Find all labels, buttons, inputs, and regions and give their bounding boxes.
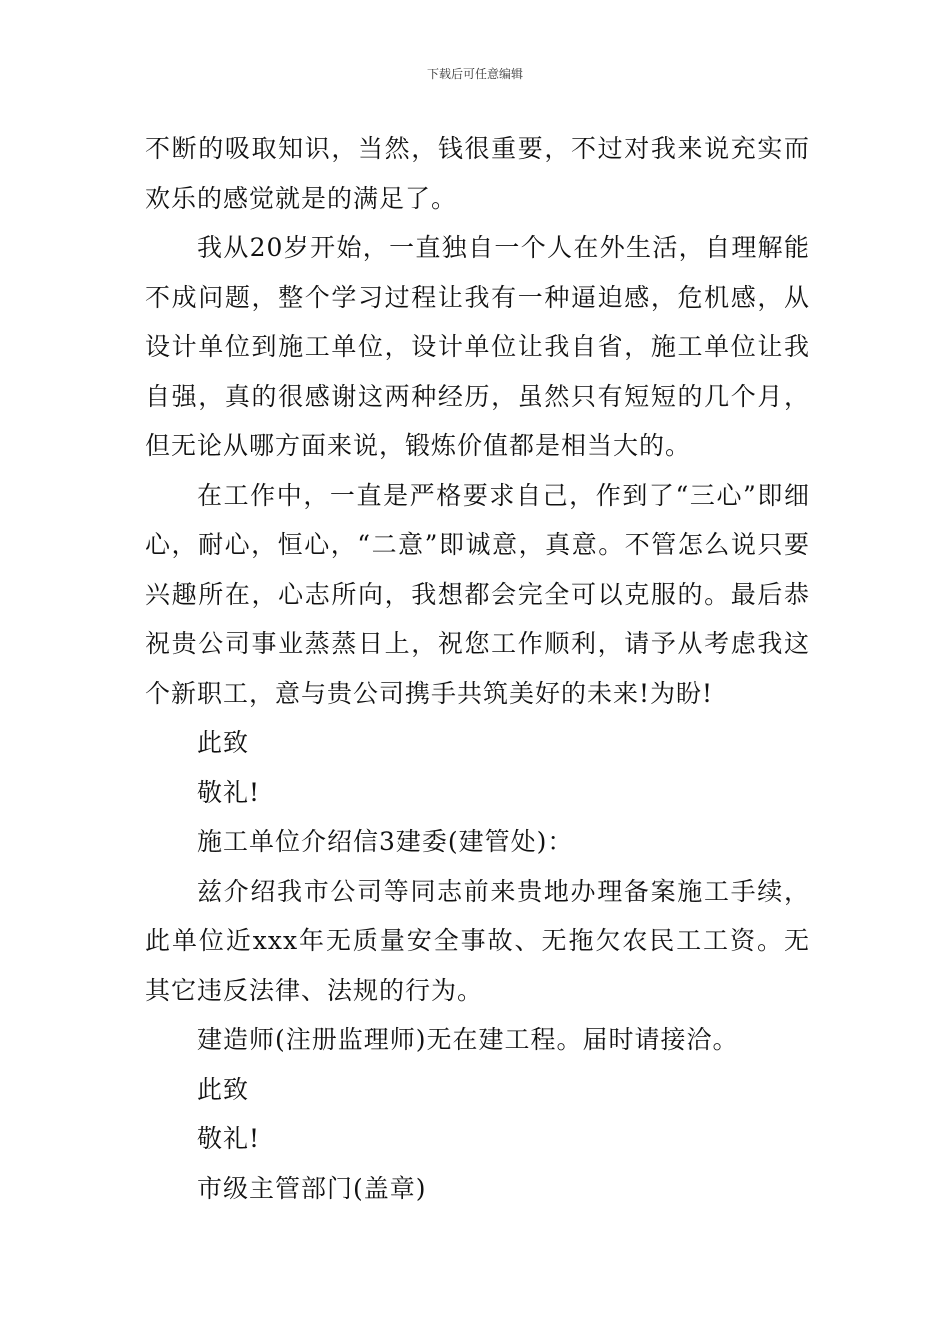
paragraph-intro-continuation: 不断的吸取知识，当然，钱很重要，不过对我来说充实而欢乐的感觉就是的满足了。: [145, 134, 810, 213]
salutation-jingli-2: 敬礼!: [197, 1124, 261, 1153]
paragraph-work-attitude: 在工作中，一直是严格要求自己，作到了“三心”即细心，耐心，恒心，“二意”即诚意，真意。不管怎么说只要兴趣所在，心志所向，我想都会完全可以克服的。最后恭祝贵公司事业蒸蒸日上，祝您工作顺利，请予从考虑我这个新职工，意与贵公司携手共筑美好的未来!为盼!: [145, 480, 810, 708]
paragraph-builder: 建造师(注册监理师)无在建工程。届时请接洽。: [197, 1025, 739, 1054]
paragraph-experience: 我从20岁开始，一直独自一个人在外生活，自理解能不成问题，整个学习过程让我有一种逼迫感，危机感，从设计单位到施工单位，设计单位让我自省，施工单位让我自强，真的很感谢这两种经历，虽然只有短短的几个月，但无论从哪方面来说，锻炼价值都是相当大的。: [145, 233, 810, 460]
salutation-jingli: 敬礼!: [197, 777, 261, 807]
letter-heading: 施工单位介绍信3建委(建管处)：: [197, 827, 574, 856]
page-header: 下载后可任意编辑: [426, 67, 523, 81]
salutation-cizhi: 此致: [197, 728, 250, 757]
paragraph-introduction: 兹介绍我市公司等同志前来贵地办理备案施工手续，此单位近xxx年无质量安全事故、无拖欠农民工工资。无其它违反法律、法规的行为。: [145, 876, 810, 1005]
document-body: [145, 124, 810, 1213]
salutation-cizhi-2: 此致: [197, 1074, 250, 1104]
signature-department: 市级主管部门(盖章): [197, 1173, 427, 1203]
